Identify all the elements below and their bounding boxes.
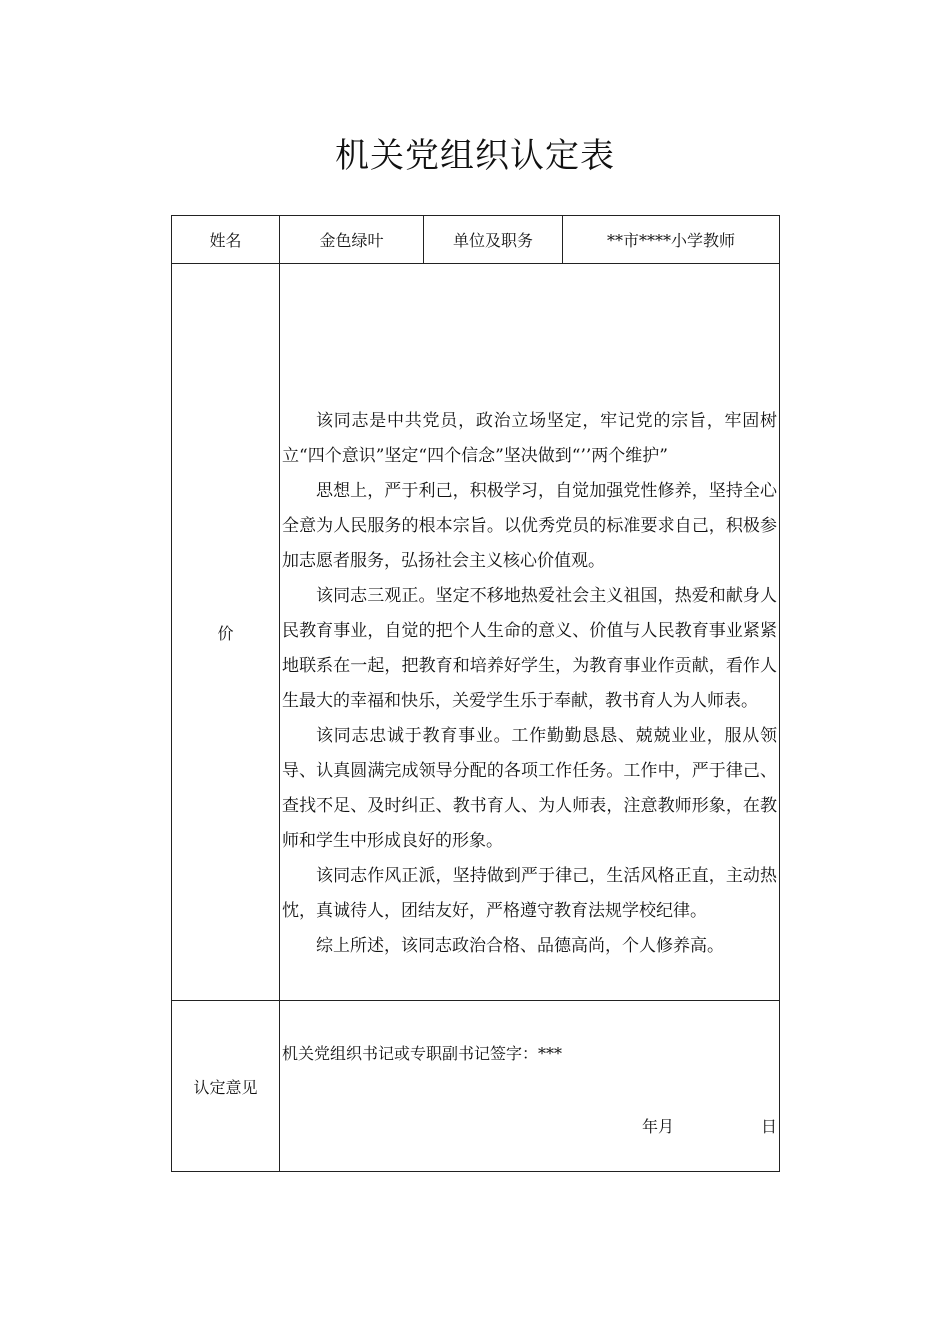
- opinion-label: 认定意见: [172, 1001, 280, 1172]
- evaluation-paragraph: 该同志三观正。坚定不移地热爱社会主义祖国，热爱和献身人民教育事业，自觉的把个人生命的意义、价值与人民教育事业紧紧地联系在一起，把教育和培养好学生，为教育事业作贡献，看作人生最大的幸福和快乐，关爱学生乐于奉献，教书育人为人师表。: [282, 586, 777, 711]
- date-year-month: 年月: [642, 1117, 675, 1136]
- evaluation-body: [280, 264, 780, 1001]
- evaluation-paragraph: 综上所述，该同志政治合格、品德高尚，个人修养高。: [316, 936, 724, 956]
- evaluation-label: 价: [172, 264, 280, 1001]
- evaluation-text: [280, 264, 779, 964]
- name-label: 姓名: [172, 216, 280, 264]
- evaluation-paragraph: 该同志作风正派，坚持做到严于律己，生活风格正直，主动热忱，真诚待人，团结友好，严格遵守教育法规学校纪律。: [282, 866, 777, 921]
- page-title: 机关党组织认定表: [335, 136, 615, 176]
- header-row: [172, 216, 780, 264]
- opinion-row: [172, 1001, 780, 1172]
- evaluation-row: [172, 264, 780, 1001]
- signature-line: 机关党组织书记或专职副书记签字：***: [282, 1044, 563, 1063]
- evaluation-paragraph: 思想上，严于利己，积极学习，自觉加强党性修养，坚持全心全意为人民服务的根本宗旨。以优秀党员的标准要求自己，积极参加志愿者服务，弘扬社会主义核心价值观。: [282, 481, 777, 571]
- unit-label: 单位及职务: [424, 216, 563, 264]
- evaluation-paragraph: 该同志忠诚于教育事业。工作勤勤恳恳、兢兢业业，服从领导、认真圆满完成领导分配的各项工作任务。工作中，严于律己、查找不足、及时纠正、教书育人、为人师表，注意教师形象，在教师和学生中形成良好的形象。: [282, 726, 777, 851]
- date-day: 日: [760, 1117, 777, 1136]
- evaluation-paragraph: 该同志是中共党员，政治立场坚定，牢记党的宗旨，牢固树立“四个意识”坚定“四个信念”坚决做到“’’两个维护”: [282, 411, 777, 466]
- name-value: 金色绿叶: [280, 216, 424, 264]
- opinion-body: [280, 1001, 780, 1172]
- unit-value: **市****小学教师: [563, 216, 780, 264]
- certification-form: [171, 215, 780, 1172]
